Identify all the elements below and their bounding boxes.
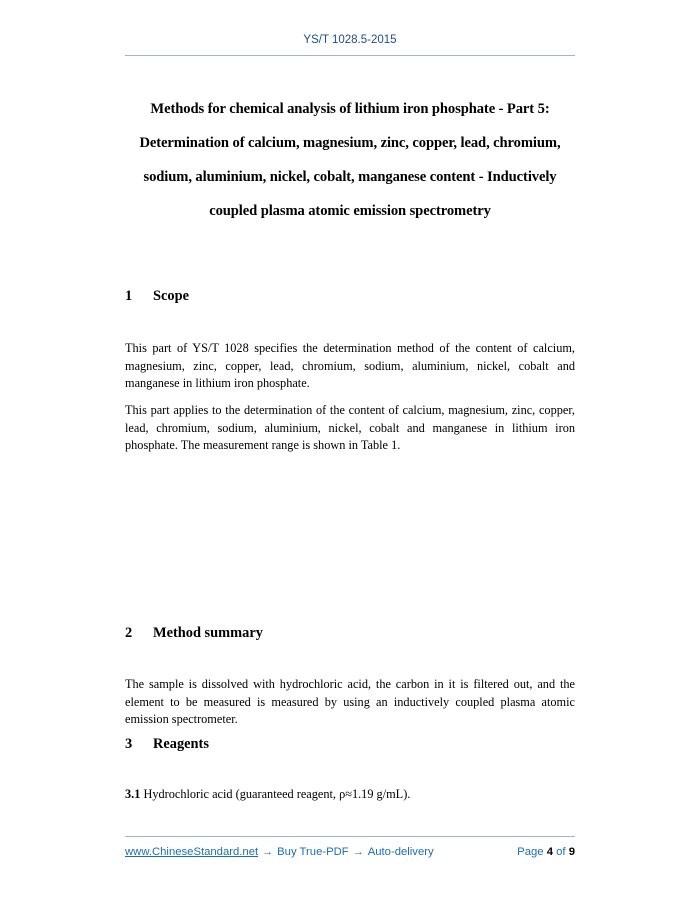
section-number-method-summary: 2 — [125, 625, 133, 641]
footer-divider — [125, 836, 575, 837]
arrow-right-icon-2: → — [352, 846, 364, 858]
footer-pagination — [517, 846, 575, 858]
section-number-scope: 1 — [125, 288, 133, 304]
footer-promo — [125, 846, 434, 858]
page-footer — [125, 843, 575, 861]
footer-page-number: 4 — [546, 846, 553, 858]
section-title-method-summary: Method summary — [153, 625, 263, 641]
footer-delivery-label: Auto-delivery — [367, 846, 434, 858]
reagent-item-1-text: Hydrochloric acid (guaranteed reagent, ρ≈1.19 g/mL). — [140, 787, 411, 802]
section-title-reagents: Reagents — [153, 736, 209, 752]
section-title-scope: Scope — [153, 288, 189, 304]
arrow-right-icon: → — [262, 846, 274, 858]
section-heading-scope — [125, 288, 575, 305]
section-heading-method-summary — [125, 625, 575, 642]
footer-page-label: Page — [517, 846, 544, 858]
footer-buy-label[interactable]: Buy True-PDF — [277, 846, 349, 858]
footer-site-link[interactable]: www.ChineseStandard.net — [125, 846, 259, 858]
scope-paragraph-2: This part applies to the determination of the content of calcium, magnesium, zinc, copper, lead, chromium, sodium, aluminium, nickel, cobalt and manganese in lithium iron phosphate. The measurement range is shown in Table 1. — [125, 403, 575, 453]
header-divider — [125, 55, 575, 56]
section-number-reagents: 3 — [125, 736, 133, 752]
document-title: Methods for chemical analysis of lithium iron phosphate - Part 5: Determination of calcium, magnesium, zinc, copper, lead, chromium, sodium, aluminium, nickel, cobalt, manganese content - Inductively coupled plasma atomic emission spectrometry — [139, 100, 561, 219]
reagent-item-1 — [125, 786, 575, 804]
footer-page-total: 9 — [568, 846, 575, 858]
footer-of-label: of — [556, 846, 566, 858]
reagent-item-1-number: 3.1 — [125, 787, 141, 802]
scope-paragraph-1: This part of YS/T 1028 specifies the determination method of the content of calcium, magnesium, zinc, copper, lead, chromium, sodium, aluminium, nickel, cobalt and manganese in lithium iron phosphate. — [125, 341, 575, 391]
method-summary-paragraph-1: The sample is dissolved with hydrochloric acid, the carbon in it is filtered out, and the element to be measured is measured by using an inductively coupled plasma atomic emission spectrometer. — [125, 677, 575, 727]
section-heading-reagents — [125, 736, 575, 753]
page-header-standard-code: YS/T 1028.5-2015 — [303, 34, 397, 46]
